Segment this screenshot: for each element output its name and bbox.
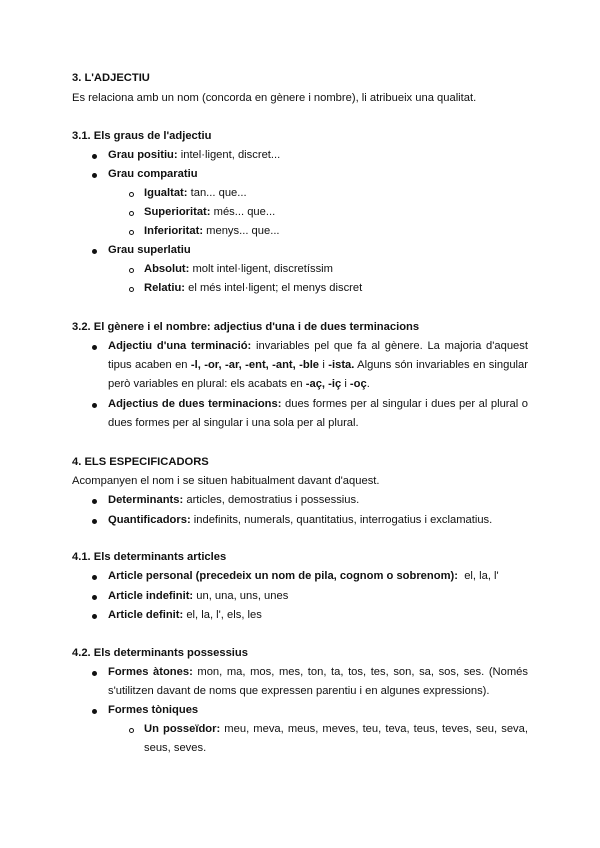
list-item: Formes àtones: mon, ma, mos, mes, ton, ta, tos, tes, son, sa, sos, ses. (Només <box>108 666 528 678</box>
list-item: Grau positiu: intel·ligent, discret... <box>108 149 281 161</box>
bullet-icon <box>92 595 97 600</box>
list-item-continuation: seus, seves. <box>144 742 207 754</box>
list-item-continuation: s'utilitzen davant de noms que expressen parentiu i en algunes expressions). <box>108 685 490 697</box>
list-item-continuation: però variables en plural: els acabats en -aç, -iç i -oç. <box>108 378 370 390</box>
list-item: Igualtat: tan... que... <box>144 187 247 199</box>
list-item: Article personal (precedeix un nom de pila, cognom o sobrenom): el, la, l' <box>108 570 499 582</box>
list-item: Grau superlatiu <box>108 244 191 256</box>
section-4-2-title: 4.2. Els determinants possessius <box>72 647 248 659</box>
list-item: Article definit: el, la, l', els, les <box>108 609 262 621</box>
sub-bullet-icon <box>129 192 134 197</box>
bullet-icon <box>92 709 97 714</box>
bullet-icon <box>92 575 97 580</box>
section-4-1-title: 4.1. Els determinants articles <box>72 551 227 563</box>
sub-bullet-icon <box>129 211 134 216</box>
section-4-intro: Acompanyen el nom i se situen habitualment davant d'aquest. <box>72 475 380 487</box>
sub-bullet-icon <box>129 287 134 292</box>
bullet-icon <box>92 614 97 619</box>
list-item: Absolut: molt intel·ligent, discretíssim <box>144 263 333 275</box>
bullet-icon <box>92 519 97 524</box>
section-4-title: 4. ELS ESPECIFICADORS <box>72 456 209 468</box>
list-item: Relatiu: el més intel·ligent; el menys discret <box>144 282 363 294</box>
section-3-1-title: 3.1. Els graus de l'adjectiu <box>72 130 212 142</box>
section-3-intro: Es relaciona amb un nom (concorda en gènere i nombre), li atribueix una qualitat. <box>72 92 477 104</box>
bullet-icon <box>92 499 97 504</box>
list-item: Determinants: articles, demostratius i possessius. <box>108 494 360 506</box>
section-3-2-title: 3.2. El gènere i el nombre: adjectius d'una i de dues terminacions <box>72 321 420 333</box>
list-item: Quantificadors: indefinits, numerals, quantitatius, interrogatius i exclamatius. <box>108 514 493 526</box>
list-item: Article indefinit: un, una, uns, unes <box>108 590 289 602</box>
list-item: Formes tòniques <box>108 704 199 716</box>
list-item: Un posseïdor: meu, meva, meus, meves, teu, teva, teus, teves, seu, seva, <box>144 723 528 735</box>
bullet-icon <box>92 671 97 676</box>
sub-bullet-icon <box>129 268 134 273</box>
list-item: Grau comparatiu <box>108 168 198 180</box>
bullet-icon <box>92 345 97 350</box>
section-3-title: 3. L'ADJECTIU <box>72 72 150 84</box>
bullet-icon <box>92 249 97 254</box>
list-item: Adjectius de dues terminacions: dues formes per al singular i dues per al plural o <box>108 398 528 410</box>
list-item-continuation: dues formes per al singular i una sola per al plural. <box>108 417 359 429</box>
sub-bullet-icon <box>129 728 134 733</box>
bullet-icon <box>92 173 97 178</box>
sub-bullet-icon <box>129 230 134 235</box>
list-item-continuation: tipus acaben en -l, -or, -ar, -ent, -ant, -ble i -ista. Alguns són invariables en singular <box>108 359 528 371</box>
list-item: Inferioritat: menys... que... <box>144 225 280 237</box>
bullet-icon <box>92 403 97 408</box>
list-item: Adjectiu d'una terminació: invariables pel que fa al gènere. La majoria d'aquest <box>108 340 528 352</box>
list-item: Superioritat: més... que... <box>144 206 276 218</box>
bullet-icon <box>92 154 97 159</box>
